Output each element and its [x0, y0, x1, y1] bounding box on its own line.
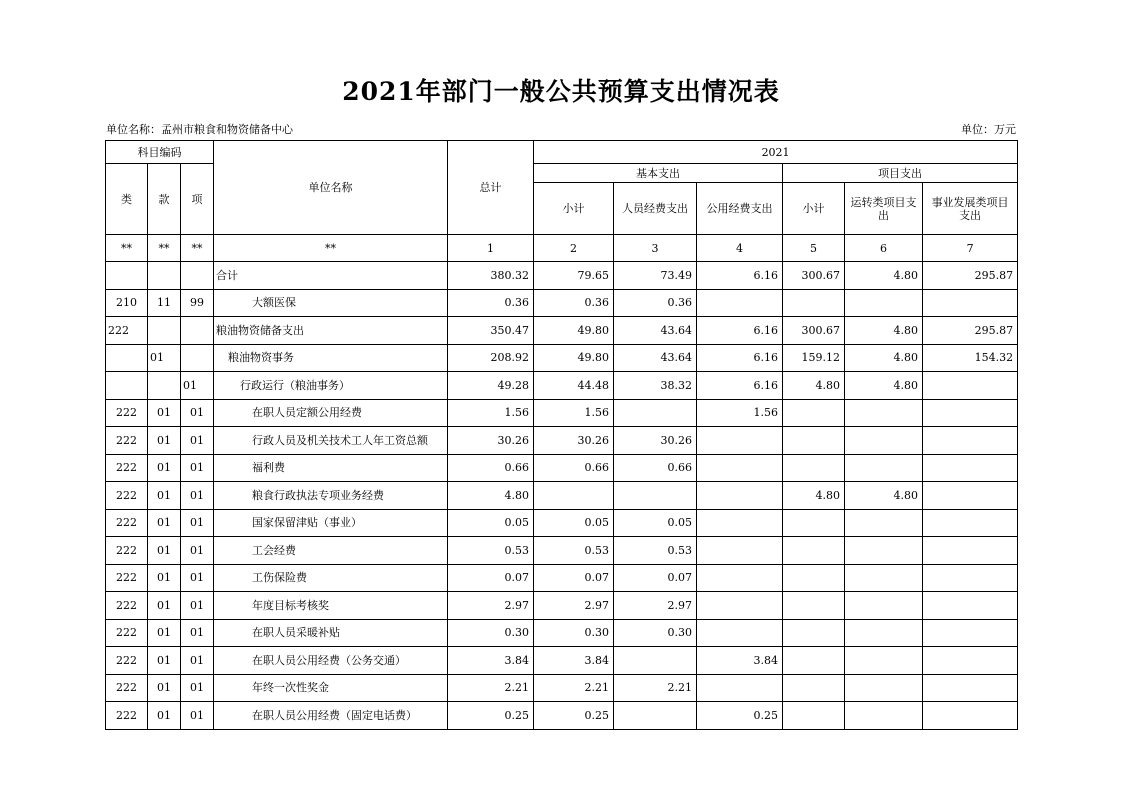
table-row	[106, 592, 1018, 620]
cell-transport	[845, 674, 923, 702]
cell-item-name: 在职人员公用经费（固定电话费）	[214, 702, 448, 730]
cell-project-subtotal: 4.80	[783, 482, 845, 510]
cell-xiang: 01	[181, 702, 214, 730]
table-row	[106, 427, 1018, 455]
cell-total: 350.47	[448, 317, 534, 345]
cell-project-subtotal	[783, 674, 845, 702]
cell-kuan: 01	[148, 702, 181, 730]
cell-development	[923, 564, 1018, 592]
cell-item-name: 粮食行政执法专项业务经费	[214, 482, 448, 510]
cell-kuan: 01	[148, 454, 181, 482]
cell-xiang: 01	[181, 427, 214, 455]
cell-item-name: 粮油物资储备支出	[214, 317, 448, 345]
header-development: 事业发展类项目支出	[923, 183, 1018, 235]
cell-item-name: 行政人员及机关技术工人年工资总额	[214, 427, 448, 455]
header-year: 2021	[534, 141, 1018, 164]
cell-transport: 4.80	[845, 372, 923, 400]
cell-personnel	[614, 702, 697, 730]
cell-transport	[845, 289, 923, 317]
index-cell: **	[214, 235, 448, 262]
header-xiang: 项	[181, 164, 214, 235]
cell-basic-subtotal	[534, 482, 614, 510]
cell-project-subtotal	[783, 289, 845, 317]
cell-lei: 222	[106, 592, 148, 620]
cell-personnel: 0.66	[614, 454, 697, 482]
cell-project-subtotal	[783, 509, 845, 537]
cell-total: 0.30	[448, 619, 534, 647]
cell-project-subtotal	[783, 454, 845, 482]
cell-personnel: 30.26	[614, 427, 697, 455]
table-row	[106, 619, 1018, 647]
cell-public	[697, 454, 783, 482]
cell-project-subtotal	[783, 592, 845, 620]
cell-total: 2.97	[448, 592, 534, 620]
cell-xiang: 01	[181, 399, 214, 427]
cell-public: 6.16	[697, 344, 783, 372]
cell-development	[923, 647, 1018, 675]
cell-development	[923, 674, 1018, 702]
cell-item-name: 在职人员采暖补贴	[214, 619, 448, 647]
table-row	[106, 344, 1018, 372]
cell-lei	[106, 344, 148, 372]
cell-lei: 210	[106, 289, 148, 317]
index-cell: 4	[697, 235, 783, 262]
cell-transport	[845, 619, 923, 647]
cell-total: 0.36	[448, 289, 534, 317]
cell-basic-subtotal: 0.05	[534, 509, 614, 537]
index-cell: 7	[923, 235, 1018, 262]
cell-public	[697, 564, 783, 592]
cell-transport	[845, 399, 923, 427]
index-cell: 3	[614, 235, 697, 262]
table-row	[106, 564, 1018, 592]
cell-xiang: 99	[181, 289, 214, 317]
cell-kuan: 01	[148, 427, 181, 455]
cell-public: 6.16	[697, 317, 783, 345]
cell-kuan	[148, 372, 181, 400]
cell-basic-subtotal: 0.66	[534, 454, 614, 482]
cell-item-name: 合计	[214, 262, 448, 290]
cell-basic-subtotal: 0.53	[534, 537, 614, 565]
cell-xiang: 01	[181, 454, 214, 482]
header-transport: 运转类项目支出	[845, 183, 923, 235]
cell-item-name: 工伤保险费	[214, 564, 448, 592]
cell-public: 0.25	[697, 702, 783, 730]
table-row	[106, 482, 1018, 510]
index-cell: **	[148, 235, 181, 262]
cell-public	[697, 289, 783, 317]
cell-lei: 222	[106, 317, 148, 345]
cell-total: 49.28	[448, 372, 534, 400]
cell-personnel	[614, 399, 697, 427]
header-lei: 类	[106, 164, 148, 235]
cell-basic-subtotal: 2.97	[534, 592, 614, 620]
cell-total: 0.53	[448, 537, 534, 565]
cell-transport: 4.80	[845, 344, 923, 372]
index-cell: **	[181, 235, 214, 262]
header-project-expenditure: 项目支出	[783, 164, 1018, 183]
cell-personnel: 0.07	[614, 564, 697, 592]
cell-xiang: 01	[181, 537, 214, 565]
cell-project-subtotal	[783, 537, 845, 565]
cell-project-subtotal: 300.67	[783, 317, 845, 345]
cell-basic-subtotal: 30.26	[534, 427, 614, 455]
cell-personnel: 43.64	[614, 317, 697, 345]
cell-personnel: 0.36	[614, 289, 697, 317]
cell-public	[697, 509, 783, 537]
cell-development	[923, 509, 1018, 537]
cell-transport	[845, 702, 923, 730]
header-kuan: 款	[148, 164, 181, 235]
cell-total: 0.05	[448, 509, 534, 537]
cell-kuan: 01	[148, 674, 181, 702]
cell-lei: 222	[106, 619, 148, 647]
unit-name-label: 单位名称：孟州市粮食和物资储备中心	[106, 123, 293, 136]
cell-development	[923, 454, 1018, 482]
cell-lei	[106, 262, 148, 290]
cell-kuan: 01	[148, 399, 181, 427]
table-row	[106, 674, 1018, 702]
cell-development	[923, 592, 1018, 620]
cell-development	[923, 619, 1018, 647]
cell-lei: 222	[106, 537, 148, 565]
cell-item-name: 在职人员公用经费（公务交通）	[214, 647, 448, 675]
cell-transport	[845, 537, 923, 565]
header-basic-subtotal: 小计	[534, 183, 614, 235]
cell-public	[697, 592, 783, 620]
cell-development	[923, 372, 1018, 400]
cell-basic-subtotal: 79.65	[534, 262, 614, 290]
cell-project-subtotal	[783, 427, 845, 455]
table-row	[106, 399, 1018, 427]
cell-basic-subtotal: 1.56	[534, 399, 614, 427]
cell-total: 3.84	[448, 647, 534, 675]
cell-personnel: 43.64	[614, 344, 697, 372]
cell-xiang: 01	[181, 564, 214, 592]
cell-kuan	[148, 317, 181, 345]
cell-lei: 222	[106, 647, 148, 675]
currency-unit-label: 单位：万元	[961, 123, 1016, 136]
cell-total: 30.26	[448, 427, 534, 455]
budget-table	[105, 140, 1018, 730]
cell-total: 0.07	[448, 564, 534, 592]
index-cell: **	[106, 235, 148, 262]
cell-personnel: 0.53	[614, 537, 697, 565]
cell-xiang: 01	[181, 674, 214, 702]
cell-transport	[845, 592, 923, 620]
cell-development	[923, 537, 1018, 565]
cell-basic-subtotal: 3.84	[534, 647, 614, 675]
cell-kuan: 01	[148, 619, 181, 647]
cell-kuan: 01	[148, 564, 181, 592]
cell-item-name: 福利费	[214, 454, 448, 482]
table-row	[106, 262, 1018, 290]
cell-total: 2.21	[448, 674, 534, 702]
header-personnel: 人员经费支出	[614, 183, 697, 235]
cell-basic-subtotal: 49.80	[534, 344, 614, 372]
cell-transport	[845, 427, 923, 455]
table-body	[106, 262, 1018, 730]
cell-personnel	[614, 647, 697, 675]
cell-basic-subtotal: 0.36	[534, 289, 614, 317]
cell-transport	[845, 509, 923, 537]
cell-lei: 222	[106, 674, 148, 702]
cell-personnel	[614, 482, 697, 510]
header-unit-name: 单位名称	[214, 141, 448, 235]
index-cell: 5	[783, 235, 845, 262]
cell-total: 380.32	[448, 262, 534, 290]
cell-lei: 222	[106, 427, 148, 455]
cell-transport: 4.80	[845, 262, 923, 290]
cell-xiang	[181, 262, 214, 290]
cell-development	[923, 482, 1018, 510]
cell-item-name: 年度目标考核奖	[214, 592, 448, 620]
cell-basic-subtotal: 0.07	[534, 564, 614, 592]
cell-lei: 222	[106, 454, 148, 482]
cell-project-subtotal	[783, 619, 845, 647]
cell-project-subtotal: 4.80	[783, 372, 845, 400]
cell-lei: 222	[106, 509, 148, 537]
cell-project-subtotal: 300.67	[783, 262, 845, 290]
table-header	[106, 141, 1018, 262]
header-project-subtotal: 小计	[783, 183, 845, 235]
cell-development: 295.87	[923, 317, 1018, 345]
cell-public: 1.56	[697, 399, 783, 427]
cell-total: 4.80	[448, 482, 534, 510]
cell-development	[923, 427, 1018, 455]
header-basic-expenditure: 基本支出	[534, 164, 783, 183]
table-row	[106, 702, 1018, 730]
cell-basic-subtotal: 0.25	[534, 702, 614, 730]
cell-personnel: 2.21	[614, 674, 697, 702]
cell-transport	[845, 454, 923, 482]
cell-basic-subtotal: 44.48	[534, 372, 614, 400]
table-row	[106, 317, 1018, 345]
cell-kuan: 01	[148, 482, 181, 510]
cell-personnel: 73.49	[614, 262, 697, 290]
cell-project-subtotal	[783, 647, 845, 675]
table-row	[106, 647, 1018, 675]
cell-personnel: 2.97	[614, 592, 697, 620]
table-row	[106, 509, 1018, 537]
cell-total: 208.92	[448, 344, 534, 372]
cell-total: 0.66	[448, 454, 534, 482]
page-title: 2021年部门一般公共预算支出情况表	[342, 77, 780, 106]
cell-development	[923, 399, 1018, 427]
header-subject-code: 科目编码	[106, 141, 214, 164]
header-total: 总计	[448, 141, 534, 235]
cell-transport	[845, 647, 923, 675]
cell-item-name: 在职人员定额公用经费	[214, 399, 448, 427]
cell-development	[923, 702, 1018, 730]
cell-project-subtotal	[783, 399, 845, 427]
cell-public	[697, 427, 783, 455]
cell-lei	[106, 372, 148, 400]
cell-kuan: 01	[148, 592, 181, 620]
cell-kuan: 01	[148, 509, 181, 537]
table-row	[106, 372, 1018, 400]
cell-kuan: 11	[148, 289, 181, 317]
cell-xiang	[181, 317, 214, 345]
cell-personnel: 0.30	[614, 619, 697, 647]
cell-kuan: 01	[148, 537, 181, 565]
cell-development: 154.32	[923, 344, 1018, 372]
cell-project-subtotal	[783, 564, 845, 592]
cell-item-name: 行政运行（粮油事务）	[214, 372, 448, 400]
cell-xiang: 01	[181, 592, 214, 620]
cell-public: 3.84	[697, 647, 783, 675]
cell-public	[697, 482, 783, 510]
cell-total: 0.25	[448, 702, 534, 730]
cell-personnel: 0.05	[614, 509, 697, 537]
cell-lei: 222	[106, 482, 148, 510]
cell-lei: 222	[106, 702, 148, 730]
cell-public	[697, 619, 783, 647]
cell-xiang: 01	[181, 372, 214, 400]
cell-lei: 222	[106, 399, 148, 427]
cell-project-subtotal	[783, 702, 845, 730]
cell-basic-subtotal: 49.80	[534, 317, 614, 345]
index-cell: 6	[845, 235, 923, 262]
cell-kuan: 01	[148, 647, 181, 675]
cell-project-subtotal: 159.12	[783, 344, 845, 372]
cell-item-name: 大额医保	[214, 289, 448, 317]
cell-basic-subtotal: 0.30	[534, 619, 614, 647]
cell-xiang: 01	[181, 509, 214, 537]
cell-item-name: 工会经费	[214, 537, 448, 565]
cell-xiang: 01	[181, 647, 214, 675]
index-cell: 2	[534, 235, 614, 262]
cell-transport: 4.80	[845, 317, 923, 345]
cell-development: 295.87	[923, 262, 1018, 290]
table-row	[106, 289, 1018, 317]
cell-public: 6.16	[697, 262, 783, 290]
cell-transport	[845, 564, 923, 592]
table-row	[106, 454, 1018, 482]
cell-item-name: 粮油物资事务	[214, 344, 448, 372]
cell-public	[697, 674, 783, 702]
header-public: 公用经费支出	[697, 183, 783, 235]
cell-total: 1.56	[448, 399, 534, 427]
cell-personnel: 38.32	[614, 372, 697, 400]
cell-transport: 4.80	[845, 482, 923, 510]
cell-public: 6.16	[697, 372, 783, 400]
cell-development	[923, 289, 1018, 317]
index-cell: 1	[448, 235, 534, 262]
cell-xiang	[181, 344, 214, 372]
table-row	[106, 537, 1018, 565]
cell-kuan: 01	[148, 344, 181, 372]
cell-xiang: 01	[181, 619, 214, 647]
cell-lei: 222	[106, 564, 148, 592]
cell-basic-subtotal: 2.21	[534, 674, 614, 702]
cell-public	[697, 537, 783, 565]
cell-kuan	[148, 262, 181, 290]
cell-item-name: 年终一次性奖金	[214, 674, 448, 702]
cell-xiang: 01	[181, 482, 214, 510]
cell-item-name: 国家保留津贴（事业）	[214, 509, 448, 537]
